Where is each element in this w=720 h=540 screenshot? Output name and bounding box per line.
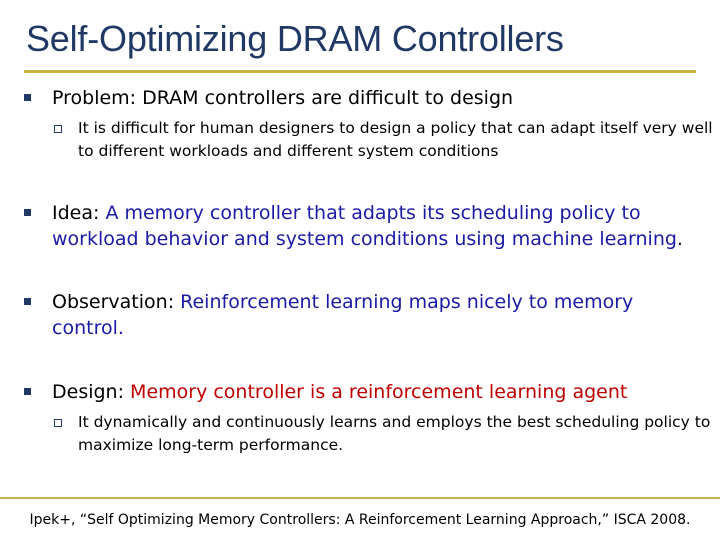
subbullet-design-text: It dynamically and continuously learns and employs the best scheduling policy to maximize long-term performance. <box>78 413 711 454</box>
square-bullet-icon <box>24 94 31 101</box>
square-bullet-icon <box>24 388 31 395</box>
bullet-idea-body: A memory controller that adapts its scheduling policy to workload behavior and system conditions using machine learning <box>52 202 677 250</box>
square-bullet-icon <box>24 209 31 216</box>
citation-footer: Ipek+, “Self Optimizing Memory Controllers: A Reinforcement Learning Approach,” ISCA 2008. <box>29 512 691 528</box>
bullet-observation-text <box>52 289 692 341</box>
bullet-design-body: Memory controller is a reinforcement learning agent <box>130 381 628 403</box>
bullet-observation-body: Reinforcement learning maps nicely to memory control. <box>52 291 634 339</box>
footer-divider <box>0 497 720 499</box>
subbullet-problem-text: It is difficult for human designers to design a policy that can adapt itself very well to different workloads and different system conditions <box>78 119 713 160</box>
title-underline <box>24 70 696 73</box>
hollow-square-bullet-icon <box>54 125 62 133</box>
bullet-problem-text: Problem: DRAM controllers are difficult to design <box>52 87 514 109</box>
hollow-square-bullet-icon <box>54 419 62 427</box>
slide-title: Self-Optimizing DRAM Controllers <box>26 18 564 59</box>
bullet-idea-tail: . <box>676 228 683 250</box>
bullet-idea-lead: Idea: <box>52 202 106 224</box>
bullet-idea-text <box>52 200 692 252</box>
bullet-design-text <box>52 379 692 405</box>
square-bullet-icon <box>24 298 31 305</box>
bullet-observation-lead: Observation: <box>52 291 181 313</box>
bullet-design-lead: Design: <box>52 381 131 403</box>
